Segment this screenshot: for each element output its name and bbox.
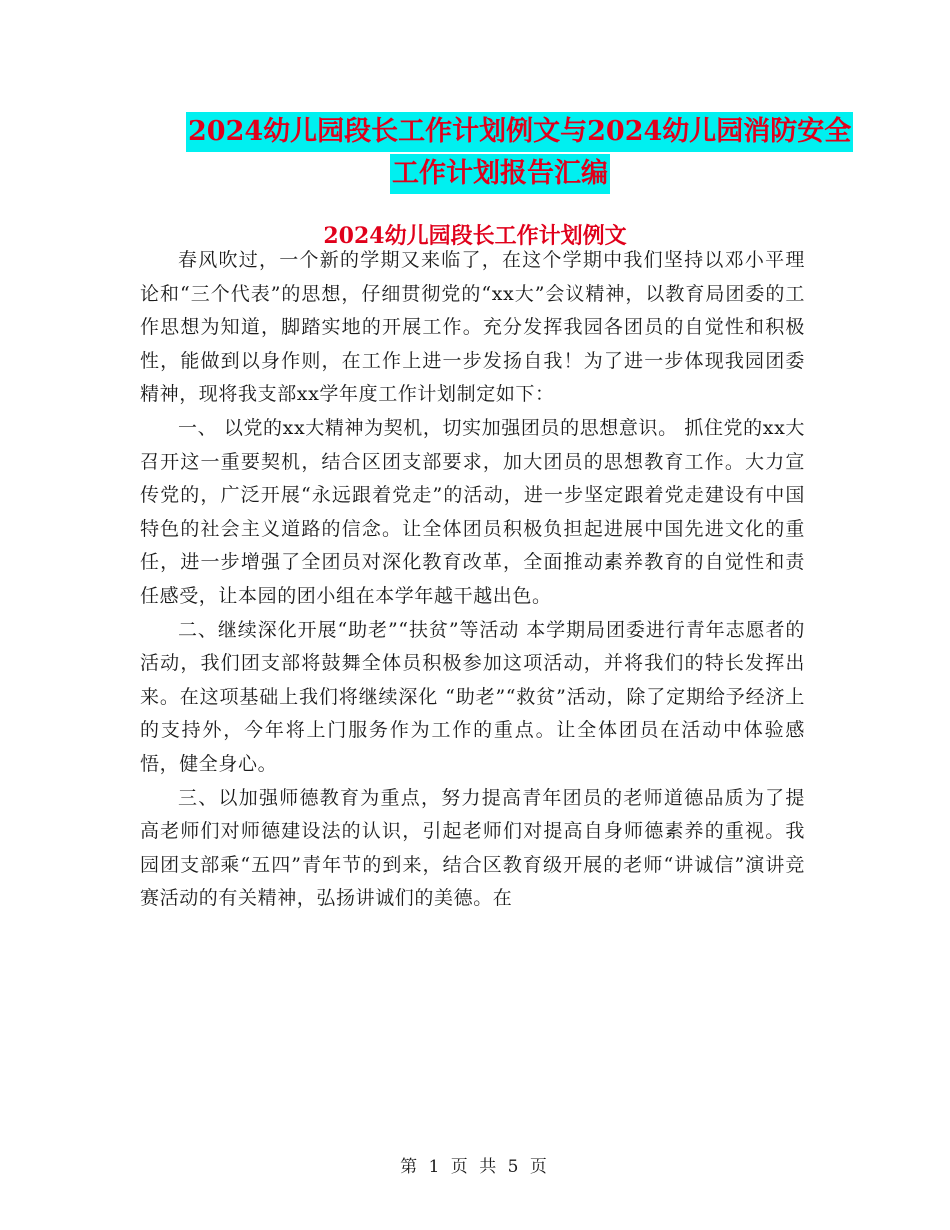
- paragraph-intro: 春风吹过，一个新的学期又来临了，在这个学期中我们坚持以邓小平理论和“三个代表”的思想，仔细贯彻党的“xx大”会议精神，以教育局团委的工作思想为知道，脚踏实地的开展工作。充分发挥我园各团员的自觉性和积极性，能做到以身作则，在工作上进一步发扬自我！为了进一步体现我园团委精神，现将我支部xx学年度工作计划制定如下：: [140, 249, 805, 406]
- title-line-2: 工作计划报告汇编: [390, 154, 610, 194]
- title-line-1: 2024幼儿园段长工作计划例文与2024幼儿园消防安全: [186, 112, 853, 152]
- section-heading: 2024幼儿园段长工作计划例文: [323, 223, 627, 249]
- paragraph-item-2: 二、继续深化开展“助老”“扶贫”等活动 本学期局团委进行青年志愿者的活动，我们团支部将鼓舞全体员积极参加这项活动，并将我们的特长发挥出来。在这项基础上我们将继续深化 “助老”“救贫”活动，除了定期给予经济上的支持外，今年将上门服务作为工作的重点。让全体团员在活动中体验感悟，健全身心。: [140, 618, 805, 775]
- paragraph-item-1: 一、 以党的xx大精神为契机，切实加强团员的思想意识。 抓住党的xx大召开这一重要契机，结合区团支部要求，加大团员的思想教育工作。大力宣传党的，广泛开展“永远跟着党走”的活动，进一步坚定跟着党走建设有中国特色的社会主义道路的信念。让全体团员积极负担起进展中国先进文化的重任，进一步增强了全团员对深化教育改革，全面推动素养教育的自觉性和责任感受，让本园的团小组在本学年越干越出色。: [140, 416, 805, 607]
- document-body: [140, 244, 805, 916]
- paragraph-item-3: 三、以加强师德教育为重点，努力提高青年团员的老师道德品质为了提高老师们对师德建设法的认识，引起老师们对提高自身师德素养的重视。我园团支部乘“五四”青年节的到来，结合区教育级开展的老师“讲诚信”演讲竞赛活动的有关精神，弘扬讲诚们的美德。在: [140, 786, 805, 910]
- page-footer: 第 1 页 共 5 页: [400, 1157, 550, 1177]
